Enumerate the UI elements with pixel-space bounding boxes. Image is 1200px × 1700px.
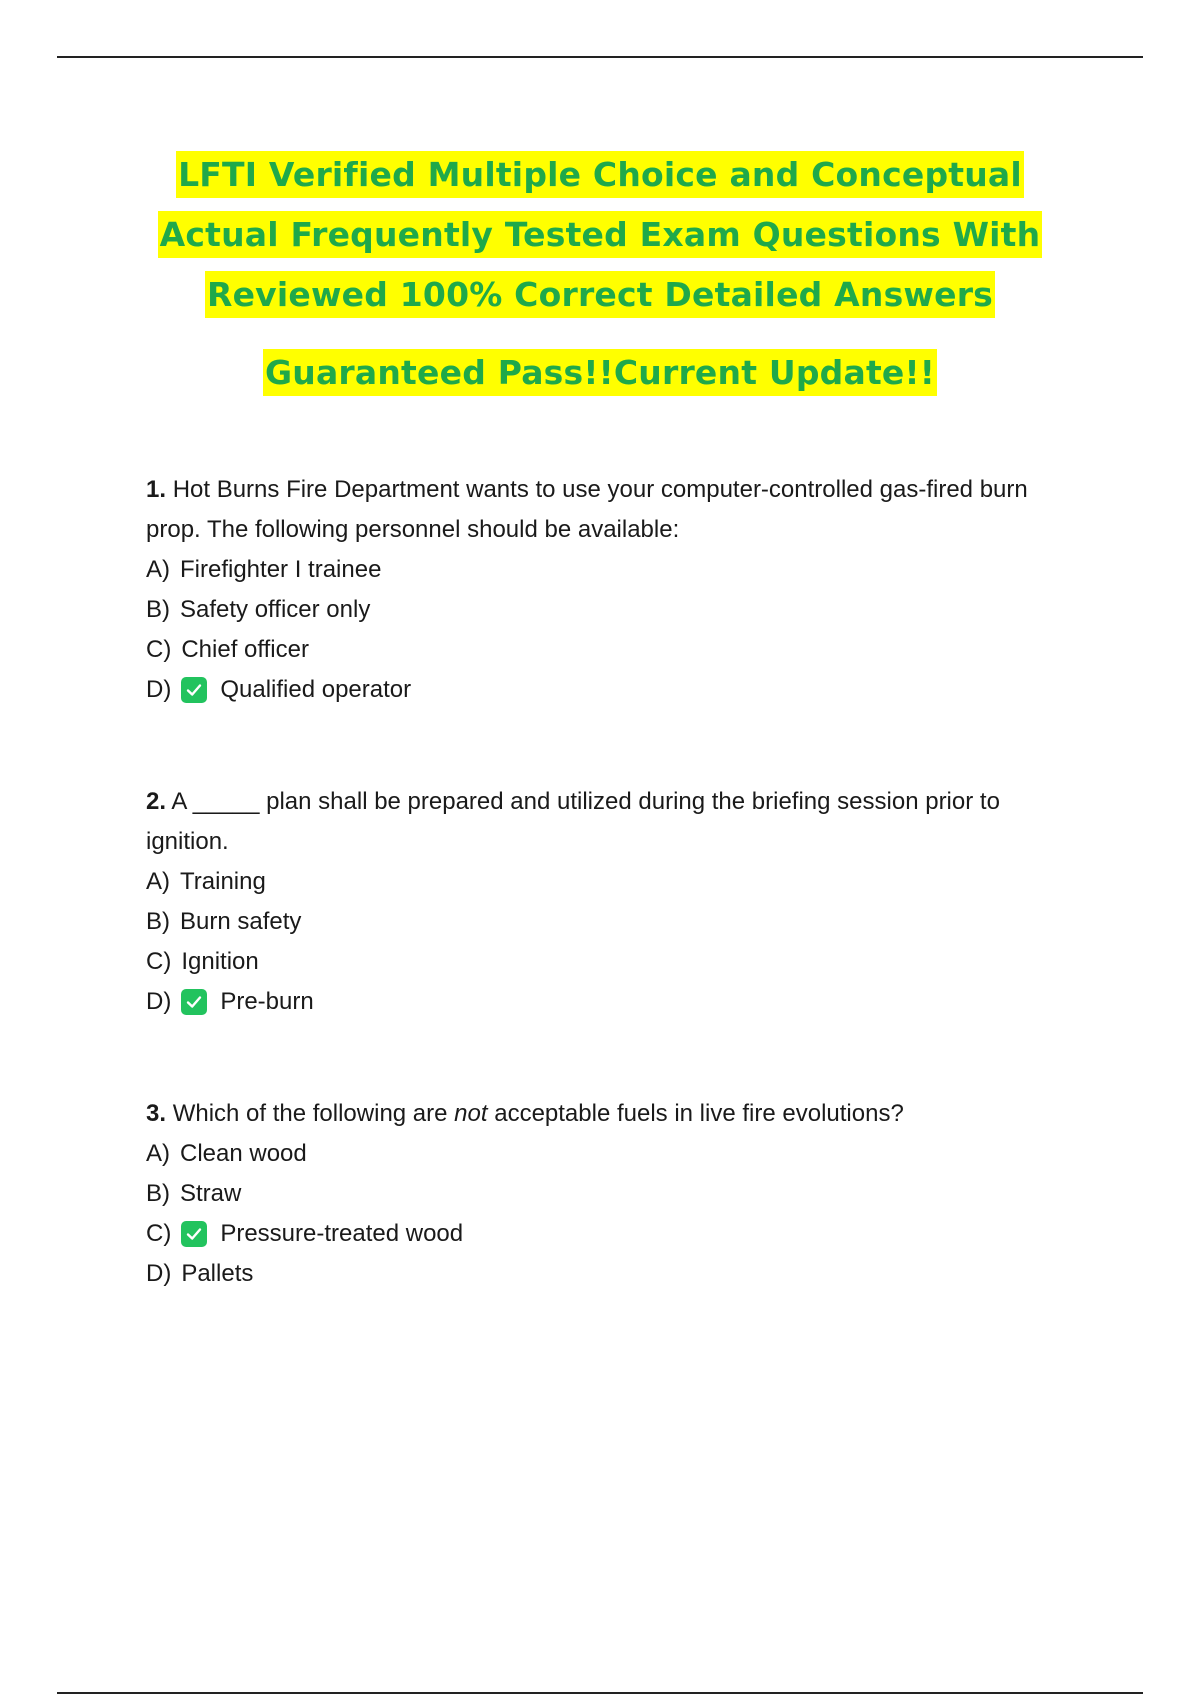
top-rule bbox=[57, 56, 1143, 58]
title-line-3: Reviewed 100% Correct Detailed Answers bbox=[60, 265, 1140, 325]
question-text-before: Which of the following are bbox=[172, 1100, 455, 1127]
option-d-correct: D) Pre-burn bbox=[146, 982, 1086, 1022]
option-a: A) Clean wood bbox=[146, 1134, 1086, 1174]
question-number: 2. bbox=[146, 788, 167, 815]
option-text: Burn safety bbox=[180, 908, 302, 935]
question-list bbox=[146, 470, 1086, 1366]
option-text: Pre-burn bbox=[220, 988, 314, 1015]
option-text: Training bbox=[180, 868, 266, 895]
question-number: 1. bbox=[146, 476, 167, 503]
option-text: Firefighter I trainee bbox=[180, 556, 382, 583]
option-text: Qualified operator bbox=[220, 676, 412, 703]
option-c: C) Ignition bbox=[146, 942, 1086, 982]
question-3 bbox=[146, 1094, 1086, 1294]
question-stem bbox=[146, 470, 1086, 550]
question-text: Hot Burns Fire Department wants to use your computer-controlled gas-fired burn prop. The following personnel should be available: bbox=[146, 476, 1028, 543]
question-2 bbox=[146, 782, 1086, 1022]
question-1 bbox=[146, 470, 1086, 710]
title-line-2: Actual Frequently Tested Exam Questions With bbox=[60, 205, 1140, 265]
option-d-correct: D) Qualified operator bbox=[146, 670, 1086, 710]
question-text-after: acceptable fuels in live fire evolutions? bbox=[487, 1100, 904, 1127]
option-d: D) Pallets bbox=[146, 1254, 1086, 1294]
document-title bbox=[60, 145, 1140, 403]
question-text-emphasis: not bbox=[454, 1100, 488, 1127]
check-square-icon bbox=[181, 1221, 207, 1247]
option-text: Pressure-treated wood bbox=[220, 1220, 464, 1247]
option-text: Pallets bbox=[181, 1260, 254, 1287]
question-number: 3. bbox=[146, 1100, 167, 1127]
option-a: A) Training bbox=[146, 862, 1086, 902]
option-text: Ignition bbox=[181, 948, 259, 975]
option-a: A) Firefighter I trainee bbox=[146, 550, 1086, 590]
option-text: Chief officer bbox=[181, 636, 309, 663]
title-line-4: Guaranteed Pass!!Current Update!! bbox=[60, 343, 1140, 403]
option-b: B) Burn safety bbox=[146, 902, 1086, 942]
check-square-icon bbox=[181, 989, 207, 1015]
question-stem bbox=[146, 782, 1086, 862]
option-c-correct: C) Pressure-treated wood bbox=[146, 1214, 1086, 1254]
bottom-rule bbox=[57, 1692, 1143, 1694]
option-b: B) Straw bbox=[146, 1174, 1086, 1214]
option-c: C) Chief officer bbox=[146, 630, 1086, 670]
question-stem bbox=[146, 1094, 1086, 1134]
check-square-icon bbox=[181, 677, 207, 703]
option-b: B) Safety officer only bbox=[146, 590, 1086, 630]
option-text: Clean wood bbox=[180, 1140, 307, 1167]
option-text: Safety officer only bbox=[180, 596, 371, 623]
option-text: Straw bbox=[180, 1180, 242, 1207]
title-line-1: LFTI Verified Multiple Choice and Conceptual bbox=[60, 145, 1140, 205]
question-text: A _____ plan shall be prepared and utilized during the briefing session prior to ignition. bbox=[146, 788, 1000, 855]
